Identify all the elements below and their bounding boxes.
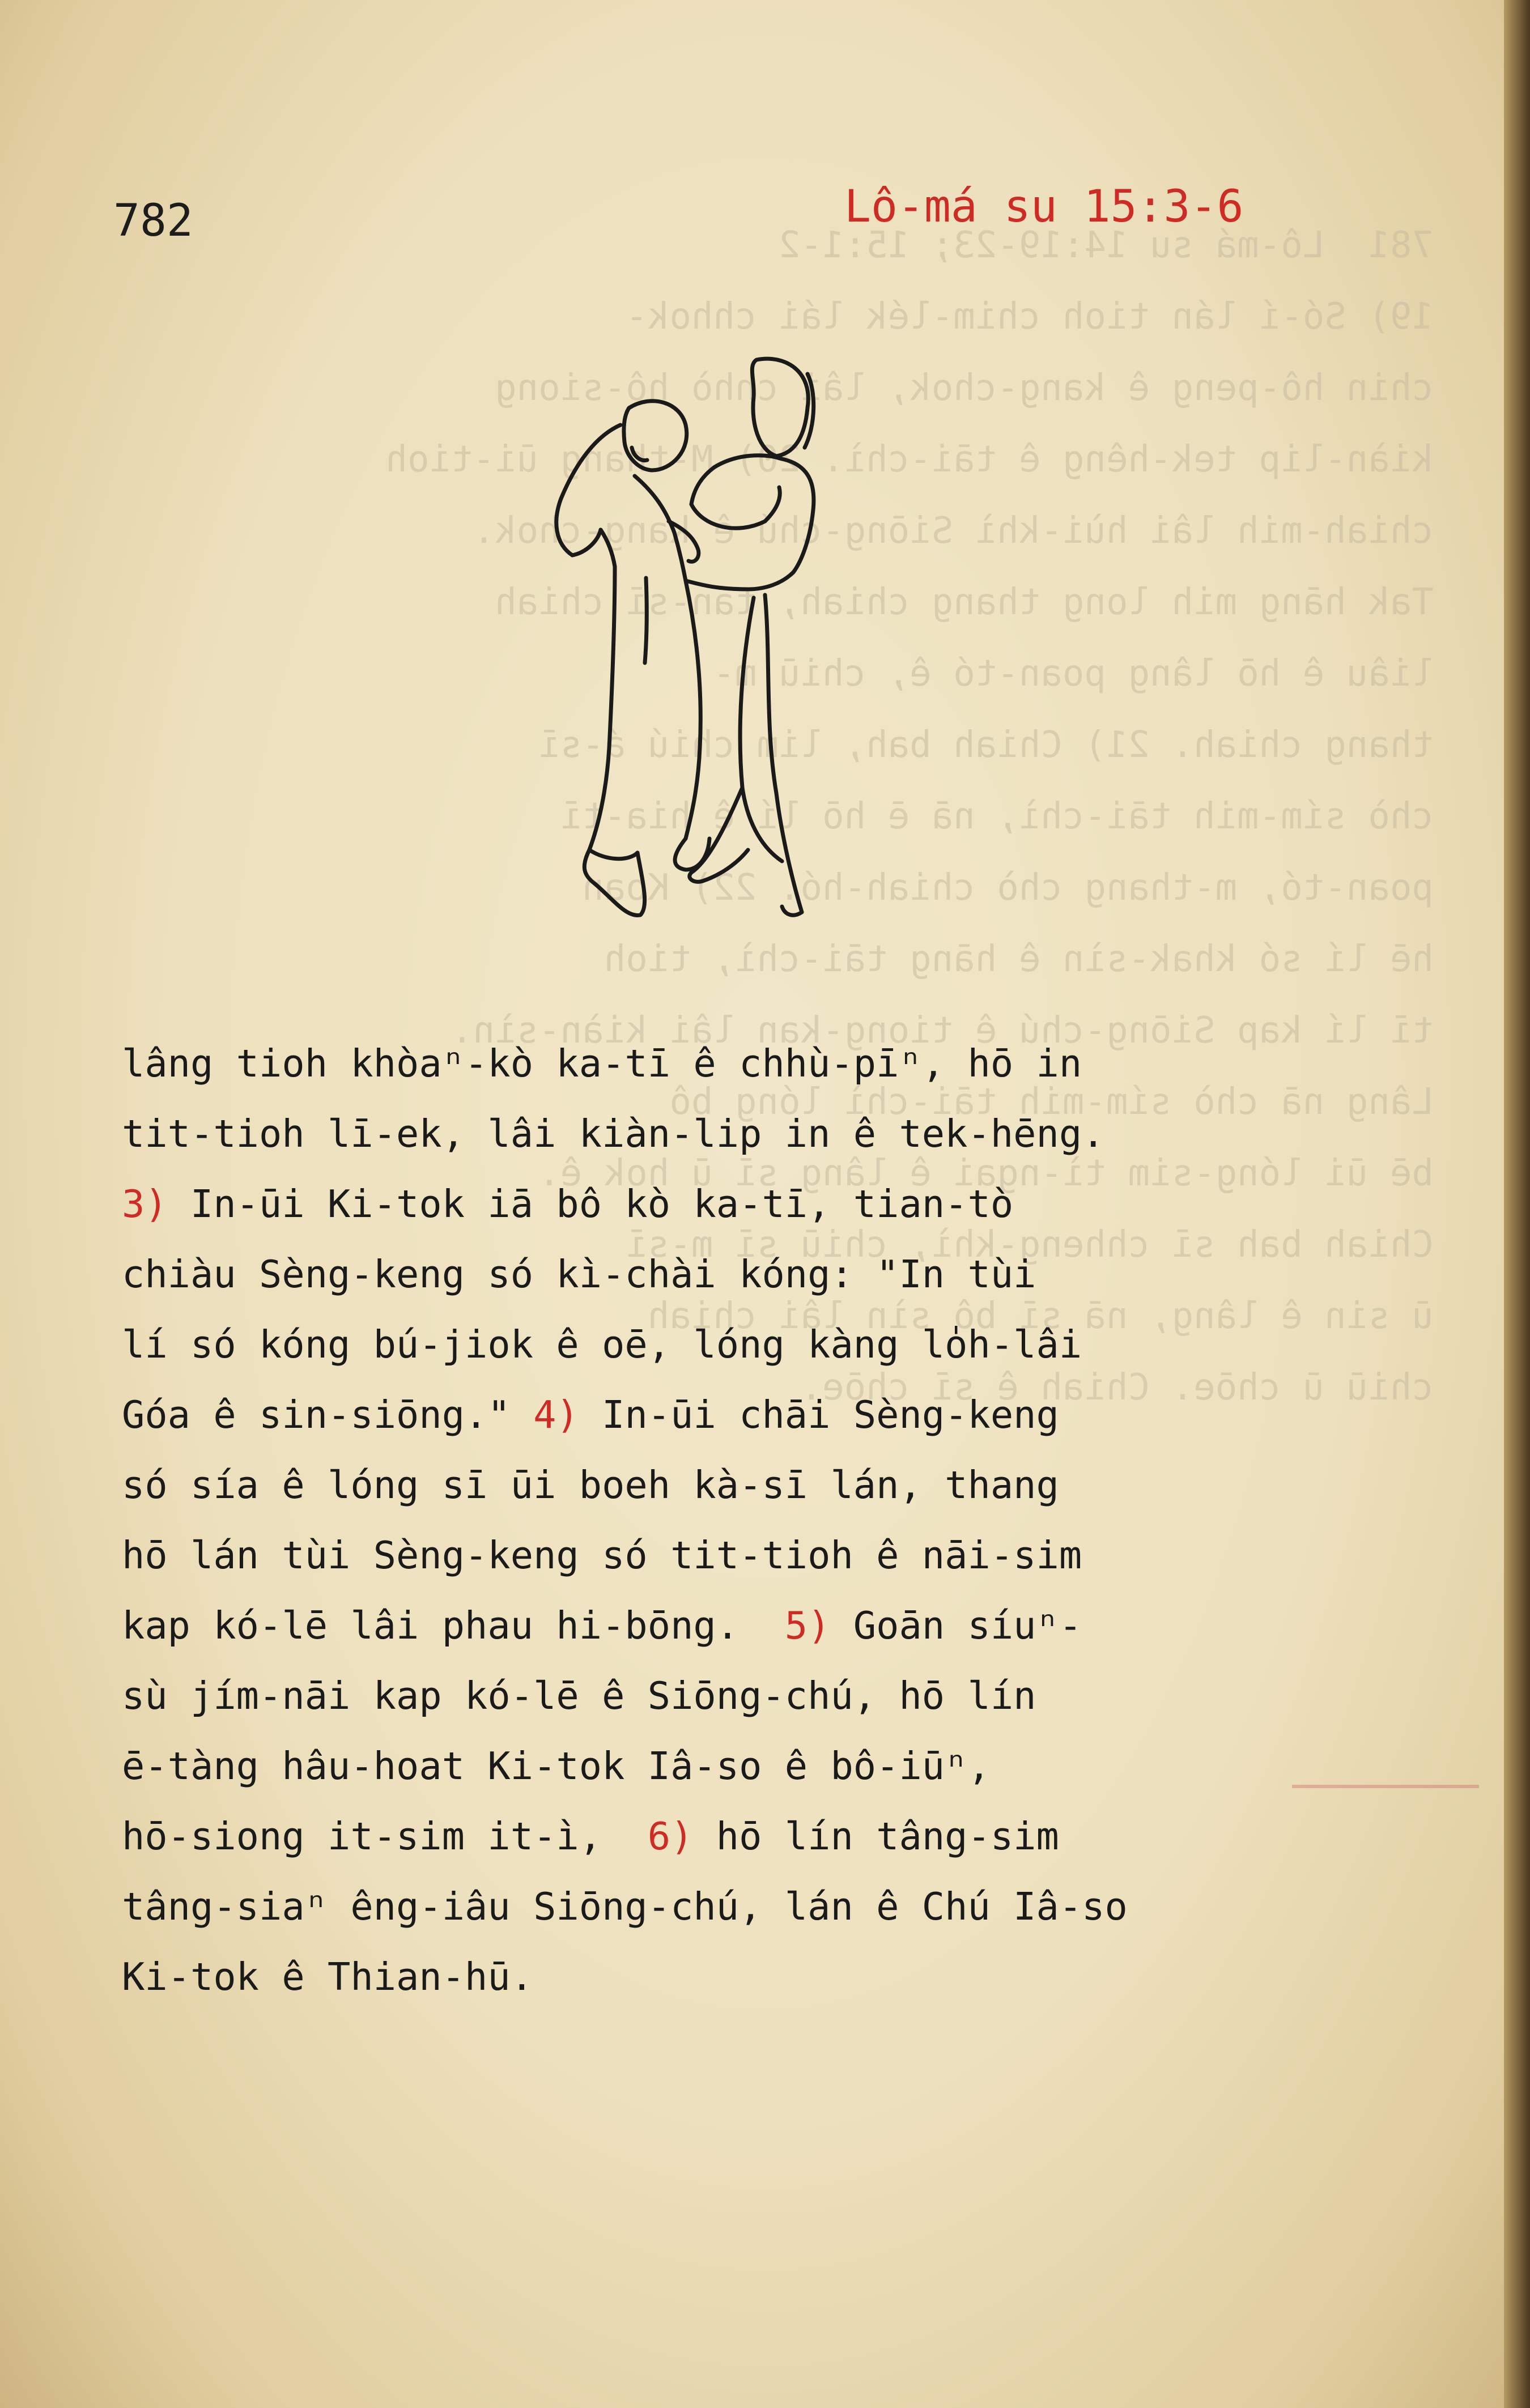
bleed-through-line: Lâng nā chò sím-mih tāi-chì lóng bô [669, 1081, 1434, 1123]
text-segment: só sía ê lóng sī ūi boeh kà-sī lán, thang [122, 1463, 1059, 1507]
bleed-through-line: Chiah bah sī chheng-khì, chiū sī m-sī [626, 1224, 1434, 1266]
text-line [122, 1731, 1425, 1801]
bleed-through-line: bē ūi lóng-sim tì-ngai ê lâng sī ū hok ê. [538, 1152, 1434, 1194]
text-segment: hō-siong it-sim it-ì, [122, 1814, 648, 1858]
bleed-through-line: Tak hāng mih long thang chiah, tān-sī chiah [495, 581, 1434, 623]
text-segment: kap kó-lē lâi phau hi-bōng. [122, 1603, 785, 1648]
text-line [122, 1871, 1425, 1942]
page-edge-shadow [1504, 0, 1530, 2408]
text-line [122, 1028, 1425, 1099]
verse-number: 3) [122, 1182, 168, 1226]
bleed-through-line: liâu ê hō lâng poan-tó ê, chiū m- [713, 653, 1434, 695]
bleed-through-line: thang chiah. 21) Chiah bah, lim chiú á-sī [538, 724, 1434, 766]
text-segment: In-ūi Ki-tok iā bô kò ka-tī, tian-tò [167, 1182, 1014, 1226]
text-segment: Ki-tok ê Thian-hū. [122, 1955, 534, 1999]
text-segment: tâng-siaⁿ êng-iâu Siōng-chú, lán ê Chú Iâ-so [122, 1884, 1128, 1929]
text-segment: lí só kóng bú-jiok ê oē, lóng kàng lo̍h-lâi [122, 1322, 1082, 1367]
bleed-through-line: chin hô-peng ê kang-chok, lâi chhò hô-siong [495, 367, 1434, 409]
ink-stain [1292, 1745, 1479, 1788]
bleed-through-line: ū sin ê lâng, nā sī bô sìn lâi chiah [647, 1295, 1434, 1337]
text-segment: In-ūi chāi Sèng-keng [579, 1393, 1059, 1437]
verse-number: 4) [533, 1393, 579, 1437]
text-segment: Goān síuⁿ- [830, 1603, 1082, 1648]
text-line [122, 1450, 1425, 1520]
bleed-through-line: chiah-mih lâi hùi-khì Siōng-chú ê kang-chok. [473, 510, 1434, 552]
text-line [122, 1590, 1425, 1661]
text-line [122, 1942, 1425, 2012]
bleed-through-line: 781 Lô-má su 14:19-23; 15:1-2 [779, 224, 1434, 266]
text-segment: chiàu Sèng-keng só kì-chài kóng: "In tùi [122, 1252, 1036, 1296]
running-head: Lô-má su 15:3-6 [844, 181, 1244, 232]
text-line [122, 1239, 1425, 1309]
bleed-through-line: hē lí só khak-sìn ê hāng tāi-chì, tioh [604, 938, 1434, 980]
bleed-through-line: poan-tó, m-thang chò chiah-hó. 22) Koan [582, 867, 1434, 909]
text-segment: lâng tioh khòaⁿ-kò ka-tī ê chhù-pīⁿ, hō in [122, 1041, 1082, 1086]
text-line [122, 1520, 1425, 1590]
two-men-supporting-figure-icon [499, 340, 861, 929]
bleed-through-line: chiū ū chōe. Chiah ê sī chōe. [800, 1367, 1434, 1409]
bleed-through-line: tī lí kap Siōng-chú ê tiong-kan lâi kiàn-sìn. [451, 1010, 1434, 1052]
scripture-text [122, 1028, 1425, 2012]
text-line [122, 1661, 1425, 1731]
bleed-through-line: chò sím-mih tāi-chì, nā ē hō lí ê hia-tī [560, 795, 1434, 837]
text-segment: hō lán tùi Sèng-keng só tit-tioh ê nāi-sim [122, 1533, 1082, 1577]
text-line [122, 1309, 1425, 1380]
text-segment: ē-tàng hâu-hoat Ki-tok Iâ-so ê bô-iūⁿ, [122, 1744, 991, 1788]
text-segment: tit-tioh lī-ek, lâi kiàn-lip in ê tek-hēng. [122, 1112, 1105, 1156]
text-segment: Góa ê sin-siōng." [122, 1393, 534, 1437]
verse-number: 6) [647, 1814, 694, 1858]
verse-number: 5) [784, 1603, 831, 1648]
bleed-through-line: kiàn-lip tek-hêng ê tāi-chì. 20) M-thang ūi-tioh [385, 439, 1434, 480]
text-line [122, 1099, 1425, 1169]
text-segment: sù jím-nāi kap kó-lē ê Siōng-chú, hō lín [122, 1674, 1036, 1718]
bleed-through-line: 19) Só-í lán tioh chim-lék lái chhok- [626, 296, 1434, 338]
text-line [122, 1169, 1425, 1239]
text-segment: hō lín tâng-sim [693, 1814, 1059, 1858]
text-line [122, 1801, 1425, 1871]
text-line [122, 1380, 1425, 1450]
page-number: 782 [113, 195, 193, 246]
